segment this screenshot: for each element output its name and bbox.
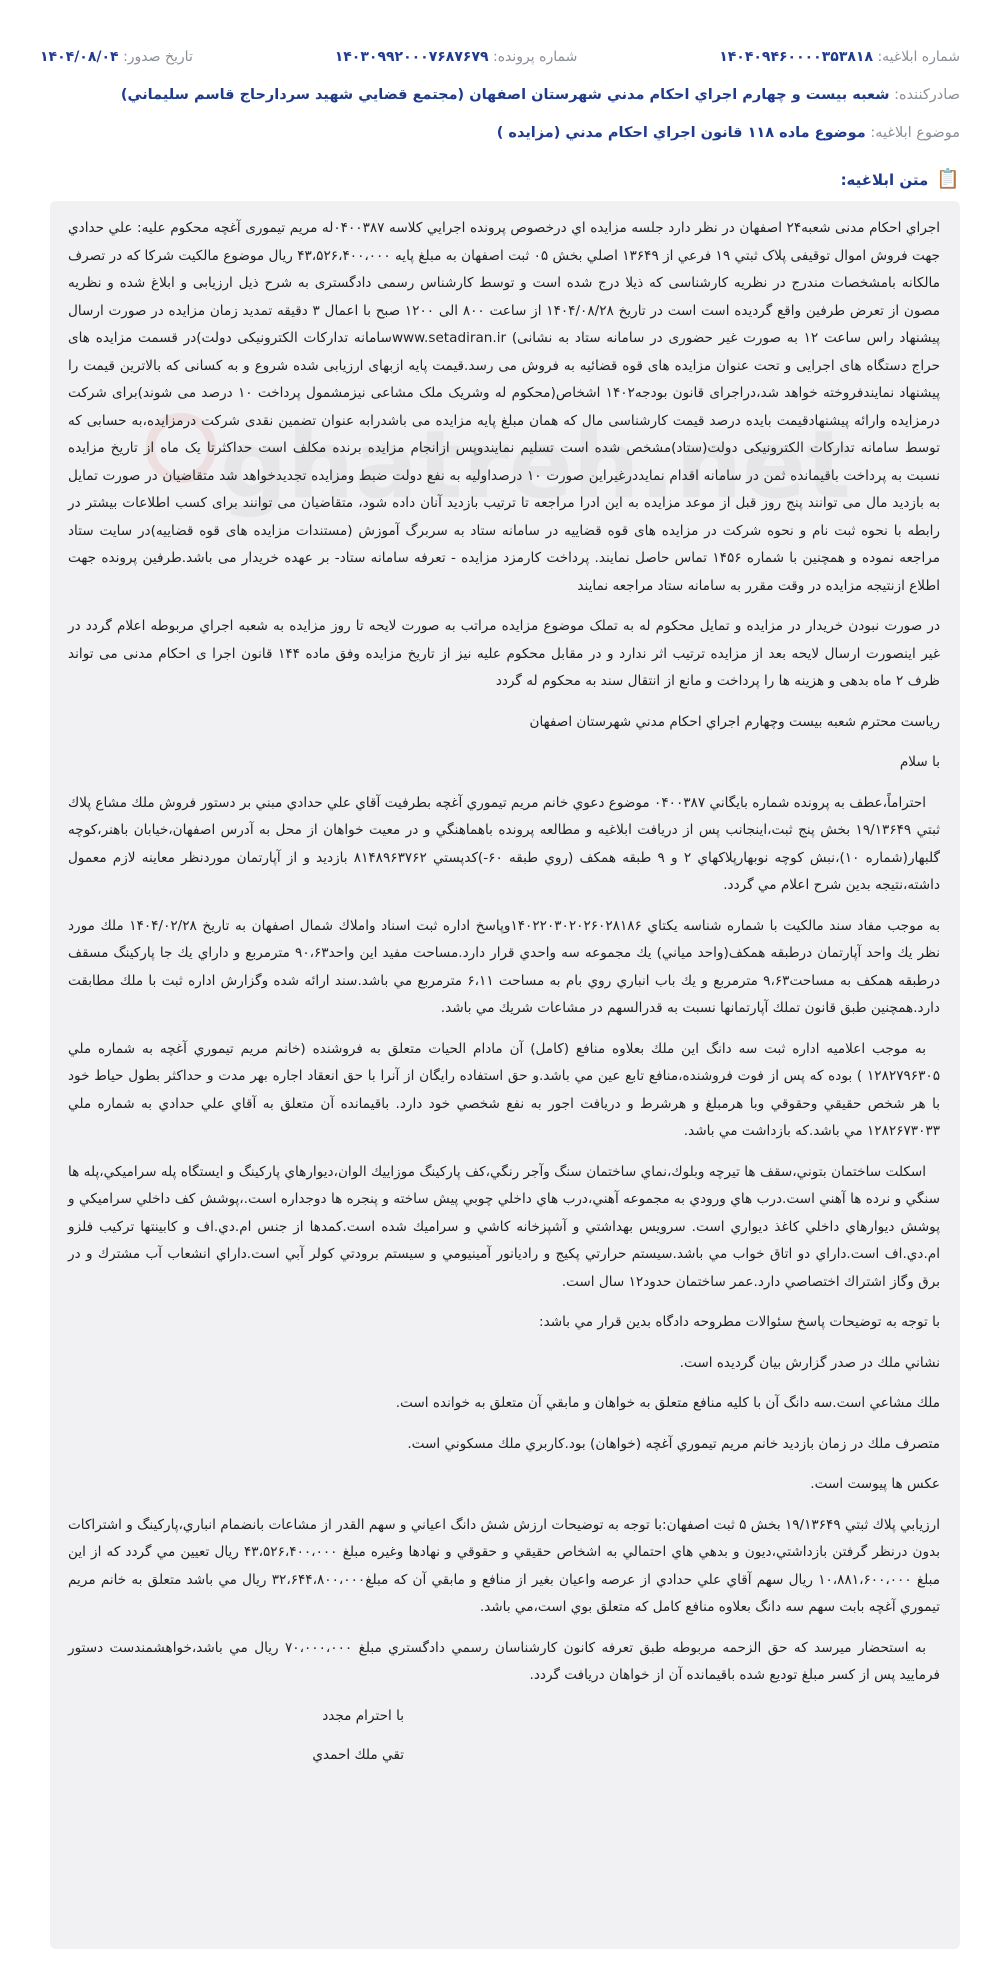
section-title-text: متن ابلاغيه: bbox=[840, 170, 929, 189]
paragraph-addressee: رياست محترم شعبه بيست وچهارم اجراي احكام مدني شهرستان اصفهان bbox=[529, 713, 940, 730]
closing-line: با احترام مجدد bbox=[322, 1707, 404, 1724]
issuer-line bbox=[40, 80, 960, 110]
issue-date-value: ۱۴۰۴/۰۸/۰۴ bbox=[40, 49, 119, 65]
paragraph-ownership: به موجب اعلاميه اداره ثبت سه دانگ اين ملك بعلاوه منافع (كامل) آن مادام الحيات متعلق به فروشنده (خانم مريم تيموري آغچه به شماره ملي ۱۲۸۲۷۹۶۳۰۵ ) بوده كه پس از فوت فروشنده،منافع تابع عين مي باشد.و حق استفاده رايگان از آنرا با حق انعقاد اجاره بهر مدت و حداكثر بطول حياط خود با هر شخص حقيقي وحقوقي وبا هرمبلغ و هرشرط و دريافت اجور به نفع شخصي خود دارد. باقيمانده آن متعلق به آقاي علي حدادي به شماره ملي ۱۲۸۲۶۷۳۰۳۳ مي باشد.كه بازداشت مي باشد. bbox=[68, 1040, 940, 1139]
paragraph-fee: به استحضار ميرسد كه حق الزحمه مربوطه طبق تعرفه كانون كارشناسان رسمي دادگستري مبلغ ۷۰،۰۰۰،۰۰۰ ريال مي باشد،خواهشمندست دستور فرماييد پس از كسر مبلغ توديع شده باقيمانده آن از خواهان دريافت گردد. bbox=[68, 1639, 940, 1683]
meta-row bbox=[40, 42, 960, 72]
notice-body bbox=[50, 201, 960, 1949]
section-title bbox=[40, 170, 960, 189]
paragraph-no-buyer: در صورت نبودن خريدار در مزايده و تمايل محکوم له به تملک موضوع مزايده مراتب به صورت لايحه تا روز مزايده به شعبه اجراي مربوطه اعلام گردد در غير اينصورت ارسال لايحه بعد از مزايده ترتيب اثر ندارد و در مقابل محکوم عليه نيز از تاريخ مزايده وفق ماده ۱۴۴ قانون اجرا ی احکام مدنی می تواند ظرف ۲ ماه بدهی و هزينه ها را پرداخت و مانع از انتقال سند به محکوم له گردد bbox=[68, 618, 940, 689]
paragraph-answers-intro: با توجه به توضيحات پاسخ سئوالات مطروحه دادگاه بدين قرار مي باشد: bbox=[539, 1314, 940, 1330]
paragraph-answer-shared: ملك مشاعي است.سه دانگ آن با كليه منافع متعلق به خواهان و مابقي آن متعلق به خوانده است. bbox=[395, 1395, 940, 1411]
subject-value: موضوع ماده ۱۱۸ قانون اجراي احكام مدني (مزايده ) bbox=[496, 125, 866, 141]
case-number bbox=[335, 49, 578, 65]
notice-header bbox=[0, 0, 1000, 148]
paragraph-building: اسكلت ساختمان بتوني،سقف ها تيرچه وبلوك،نماي ساختمان سنگ وآجر رنگي،كف پاركينگ موزاييك الوان،ديوارهاي پاركينگ و ايستگاه پله سراميكي،پله ها سنگي و نرده ها آهني است.درب هاي ورودي به مجموعه آهني،درب هاي داخلي چوبي پيش ساخته و پنجره ها دوجداره است.،پوشش كف داخلي سراميكي و پوشش ديوارهاي داخلي كاغذ ديواري است. سرويس بهداشتي و آشپزخانه كاشي و سراميك شده است.كمدها از جنس ام.دي.اف و كابينتها تركيب فلزو ام.دي.اف است.داراي دو اتاق خواب مي باشد.سيستم حرارتي پكيج و راديانور آمينيومي و سيستم برودتي كولر آبي است.داراي انشعاب آب مشترك و در برق وگاز اشتراك اختصاصي دارد.عمر ساختمان حدود۱۲ سال است. bbox=[68, 1163, 940, 1290]
issue-date-label: تاريخ صدور: bbox=[123, 49, 193, 65]
issuer-value: شعبه بيست و چهارم اجراي احكام مدني شهرستان اصفهان (مجتمع قضايي شهيد سردارحاج قاسم سليماني) bbox=[120, 87, 890, 103]
paragraph-answer-photos: عكس ها پيوست است. bbox=[810, 1476, 940, 1492]
notice-number-label: شماره ابلاغيه: bbox=[877, 49, 960, 65]
issue-date bbox=[40, 49, 193, 65]
paragraph-auction: اجراي احکام مدنی شعبه۲۴ اصفهان در نظر دارد جلسه مزايده اي درخصوص پرونده اجرايي کلاسه ۰۴۰۰۳۸۷له مریم تیموری آغچه محکوم علیه: علي حدادي جهت فروش اموال توقيفی پلاک ثبتي ۱۹ فرعي از ۱۳۶۴۹ اصلي بخش ۰۵ ثبت اصفهان به مبلغ پایه ۴۳،۵۲۶،۴۰۰،۰۰۰ ریال موضوع مالکیت شرکا که در تصرف مالکانه بامشخصات مندرج در نظریه کارشناسی که ذیلا درج شده است و توسط کارشناس رسمی دادگستری به شرح ذیل ارزیابی و ابلاغ شده و نظریه مصون از تعرض طرفین واقع گردیده است است در تاریخ ۱۴۰۴/۰۸/۲۸ از ساعت ۸۰۰ الی ۱۲۰۰ صبح با اعمال ۳ دقیقه تمدید زمان مزایده در صورت ارسال پیشنهاد راس ساعت ۱۲ به صورت غیر حضوری در سامانه ستاد به نشانی) www.setadiran.irسامانه تدارکات الکترونیکی دولت)در قسمت مزایده های حراج دستگاه های اجرایی و تحت عنوان مزایده های قوه قضائیه به فروش می رسد.قیمت پایه ازبهای ارزیابی شده شروع و به کسانی که بالاترین قیمت را پیشنهاد نمایندفروخته خواهد شد،دراجرای قانون بودجه۱۴۰۲ اشخاص(محکوم له وشریک ملک مشاعی نیزمشمول پرداخت ۱۰ درصد می شوند)برای شرکت درمزایده وارائه پیشنهادقیمت بایده درصد قیمت کارشناسی مال که همان مبلغ پایه مزایده می باشدرابه عنوان تضمین نقدی شرکت درمزایده،به حسابی که توسط سامانه تدارکات الکترونیکی دولت(ستاد)مشخص شده است تسلیم نمایندوپس ازانجام مزایده برنده مکلف است حداکثرتا یک ماه از تاریخ مزایده نسبت به پرداخت باقیمانده ثمن در سامانه اقدام نمایددرغیراین صورت ۱۰ درصداولیه به نفع دولت ضبط ومزایده تجدیدخواهد شد متقاضیان در صورت تمایل به بازدید مال می توانند پنج روز قبل از موعد مزایده به این ادرا مراجعه تا ترتیب بازدید آنان داده شود، متقاضیان می توانند برای کسب اطلاعات بیشتر در رابطه با نحوه ثبت نام و نحوه شرکت در مزایده های قوه قضاییه در سامانه ستاد به سربرگ آموزش (مستندات مزایده های قوه قضاییه)در سایت ستاد مراجعه نموده و همچنین با شماره ۱۴۵۶ تماس حاصل نمایند. پرداخت کارمزد مزایده - تعرفه سامانه ستاد- بر عهده خریدار می باشد.طرفین پرونده جهت اطلاع ازنتیجه مزایده در وقت مقرر به سامانه ستاد مراجعه نمایند bbox=[68, 220, 941, 594]
notice-number bbox=[719, 49, 960, 65]
document-icon: 📋 bbox=[936, 168, 960, 190]
signature: تقي ملك احمدي bbox=[312, 1747, 404, 1763]
paragraph-answer-address: نشاني ملك در صدر گزارش بيان گرديده است. bbox=[679, 1354, 940, 1371]
case-number-value: ۱۴۰۳۰۹۹۲۰۰۰۷۶۸۷۶۷۹ bbox=[334, 49, 489, 65]
subject-label: موضوع ابلاغيه: bbox=[870, 125, 960, 141]
subject-line bbox=[40, 118, 960, 148]
case-number-label: شماره پرونده: bbox=[492, 49, 578, 65]
issuer-label: صادرکننده: bbox=[894, 87, 960, 103]
paragraph-deed: به موجب مفاد سند مالكيت با شماره شناسه يكتاي ۱۴۰۲۲۰۳۰۲۰۲۶۰۲۸۱۸۶وپاسخ اداره ثبت اسناد واملاك شمال اصفهان به تاريخ ۱۴۰۴/۰۲/۲۸ ملك مورد نظر يك واحد آپارتمان درطبقه همكف(واحد مياني) يك مجموعه سه واحدي قرار دارد.مساحت مفيد اين واحد۹۰،۶۳ مترمربع و داراي يك جا پاركينگ مسقف درطبقه همكف به مساحت۹،۶۳ مترمربع و يك باب انباري روي بام به مساحت ۶،۱۱ مترمربع مي باشد.سند ارائه شده وگزارش اداره ثبت با ملك مطابقت دارد.همچنين طبق قانون تملك آپارتمانها نسبت به قدرالسهم در مشاعات شريك مي باشد. bbox=[68, 917, 941, 1016]
paragraph-intro: احتراماً،عطف به پرونده شماره بايگاني ۰۴۰۰۳۸۷ موضوع دعوي خانم مريم تيموري آغچه بطرفيت آقاي علي حدادي مبني بر دستور فروش ملك مشاع پلاك ثبتي ۱۹/۱۳۶۴۹ بخش پنج ثبت،اينجانب پس از دريافت ابلاغيه و مطالعه پرونده باهماهنگي و در معيت خواهان از محل به آدرس اصفهان،خيابان باهنر،كوچه گلبهار(شماره ۱۰)،نبش كوچه نوبهارپلاكهاي ۲ و ۹ طبقه همكف (روي طبقه ۶۰-)كدپستي ۸۱۴۸۹۶۳۷۶۲ بازديد و از آپارتمان موردنظر معاينه لازم معمول داشته،نتيجه بدين شرح اعلام مي گردد. bbox=[68, 794, 940, 893]
paragraph-valuation: ارزيابي پلاك ثبتي ۱۹/۱۳۶۴۹ بخش ۵ ثبت اصفهان:با توجه به توضيحات ارزش شش دانگ اعياني و سهم القدر از مشاعات بانضمام انباري،پاركينگ و اشتراكات بدون درنظر گرفتن بازداشتي،ديون و بدهي هاي احتمالي به اشخاص حقيقي و حقوقي و نهادها وغيره مبلغ ۴۳،۵۲۶،۴۰۰،۰۰۰ ريال تعيين مي گردد كه از اين مبلغ ۱۰،۸۸۱،۶۰۰،۰۰۰ ريال سهم آقاي علي حدادي از عرصه واعيان بغير از منافع و مابقي آن كه مبلغ۳۲،۶۴۴،۸۰۰،۰۰۰ ريال مي باشد متعلق به خانم مريم تيموري آغچه بابت سهم سه دانگ بعلاوه منافع كامل كه متعلق بوي است،مي باشد. bbox=[68, 1516, 941, 1615]
notice-number-value: ۱۴۰۴۰۹۴۶۰۰۰۰۳۵۳۸۱۸ bbox=[719, 49, 873, 65]
paragraph-answer-occupant: متصرف ملك در زمان بازديد خانم مريم تيموري آغچه (خواهان) بود.كاربري ملك مسكوني است. bbox=[407, 1435, 940, 1452]
paragraph-greeting: با سلام bbox=[899, 754, 940, 770]
